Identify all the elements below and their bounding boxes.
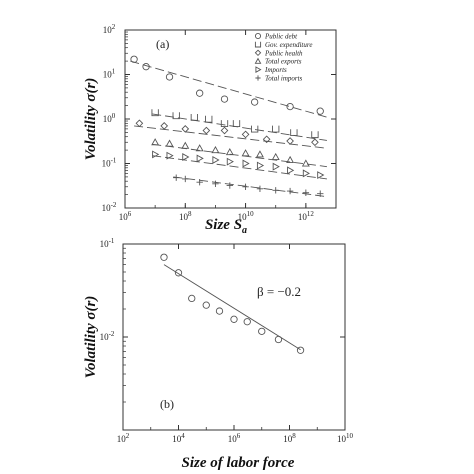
data-point-a-2 [287, 138, 293, 144]
data-point-a-1 [191, 114, 197, 120]
data-point-b-0 [275, 336, 281, 342]
data-point-a-1 [291, 129, 297, 135]
data-point-a-2 [221, 127, 227, 133]
x-tick-base: 10 [283, 434, 293, 444]
x-tick-exponent: 10 [246, 210, 254, 218]
chart-panel-b [83, 237, 354, 471]
data-point-a-0 [287, 103, 293, 109]
data-point-a-4 [273, 163, 279, 169]
data-point-a-4 [288, 167, 294, 173]
data-point-b-0 [231, 316, 237, 322]
x-tick-exponent: 2 [125, 432, 130, 440]
data-point-a-3 [152, 139, 158, 145]
y-tick-label-a [103, 112, 116, 124]
y-tick-base: 10 [99, 239, 109, 249]
data-point-a-3 [182, 143, 188, 149]
x-axis-title-a [205, 217, 247, 236]
data-point-a-5 [196, 179, 202, 185]
data-point-a-0 [251, 99, 257, 105]
legend-label-0: Public debt [265, 32, 298, 41]
data-point-a-5 [242, 184, 248, 190]
x-axis-title-b: Size of labor force [181, 455, 295, 471]
data-point-a-2 [161, 123, 167, 129]
x-tick-exponent: 4 [181, 432, 185, 440]
plot-area-frame-a [125, 30, 336, 208]
data-point-a-5 [303, 190, 309, 196]
plot-area-frame-b [123, 244, 345, 430]
y-axis-title-b: Volatility σ(r) [83, 295, 99, 379]
data-point-b-0 [297, 347, 303, 353]
legend-label-2: Public health [265, 49, 303, 58]
data-point-a-3 [212, 147, 218, 153]
data-point-a-2 [312, 139, 318, 145]
legend-label-1: Gov. expenditure [265, 40, 313, 49]
data-point-a-5 [257, 186, 263, 192]
data-point-b-0 [175, 270, 181, 276]
data-point-a-1 [221, 120, 227, 126]
y-tick-exponent: -2 [110, 201, 117, 209]
y-tick-label-a [103, 23, 116, 35]
y-tick-base: 10 [99, 332, 109, 342]
x-tick-base: 10 [227, 434, 237, 444]
fit-line-a-3 [152, 144, 327, 166]
fit-line-a-1 [152, 114, 327, 140]
data-point-a-5 [182, 176, 188, 182]
data-point-a-5 [173, 174, 179, 180]
y-tick-base: 10 [102, 114, 112, 124]
x-tick-base: 10 [297, 212, 307, 222]
x-tick-base: 10 [172, 434, 182, 444]
data-point-b-0 [203, 302, 209, 308]
x-tick-exponent: 6 [236, 432, 241, 440]
x-tick-base: 10 [118, 212, 128, 222]
panel-label-a: (a) [156, 37, 170, 51]
chart-panel-a [83, 23, 336, 236]
legend-marker-1 [255, 42, 260, 47]
legend-label-5: Total imports [265, 74, 303, 83]
data-point-a-0 [221, 96, 227, 102]
fit-line-a-5 [173, 177, 327, 197]
y-tick-exponent: -1 [108, 237, 115, 245]
fit-line-a-2 [134, 126, 327, 148]
y-tick-exponent: -2 [108, 330, 115, 338]
x-tick-label-b [117, 432, 130, 444]
legend-label-4: Imports [265, 66, 287, 75]
x-tick-label-a [298, 210, 315, 222]
fit-line-a-4 [152, 156, 327, 179]
x-tick-label-b [172, 432, 185, 444]
data-point-a-3 [257, 151, 263, 157]
y-axis-title-a: Volatility σ(r) [83, 77, 99, 161]
x-tick-label-a [119, 210, 132, 222]
x-tick-exponent: 10 [346, 432, 353, 440]
y-tick-label-a [102, 157, 117, 169]
data-point-a-5 [212, 181, 218, 187]
data-point-a-4 [197, 155, 203, 161]
data-point-a-0 [196, 90, 202, 96]
data-point-a-4 [257, 162, 263, 168]
data-point-b-0 [216, 308, 222, 314]
legend-marker-5 [255, 75, 260, 80]
y-tick-label-b [100, 330, 115, 342]
data-point-a-1 [273, 126, 279, 132]
x-tick-base: 10 [179, 212, 189, 222]
x-tick-base: 10 [337, 434, 346, 444]
data-point-a-0 [131, 56, 137, 62]
y-tick-label-b [100, 237, 115, 249]
data-point-b-0 [189, 295, 195, 301]
data-point-a-1 [251, 126, 257, 132]
beta-annotation: β = −0.2 [257, 284, 302, 299]
y-tick-base: 10 [101, 158, 111, 169]
y-tick-exponent: 2 [111, 23, 116, 31]
x-tick-label-b [337, 432, 354, 444]
legend-a [255, 33, 312, 83]
y-tick-exponent: 1 [111, 67, 116, 76]
legend-marker-3 [255, 59, 260, 64]
x-tick-exponent: 8 [188, 210, 192, 218]
x-tick-label-a [179, 210, 192, 222]
data-point-b-0 [244, 319, 250, 325]
data-point-a-3 [303, 160, 309, 166]
y-tick-base: 10 [102, 69, 112, 80]
data-point-b-0 [259, 328, 265, 334]
data-point-a-4 [227, 158, 233, 164]
x-tick-label-b [228, 432, 241, 444]
data-point-a-1 [206, 116, 212, 122]
data-point-a-4 [303, 170, 309, 176]
data-point-a-2 [203, 127, 209, 133]
legend-marker-0 [255, 33, 260, 38]
data-point-a-4 [183, 154, 189, 160]
data-point-a-4 [213, 157, 219, 163]
data-point-a-2 [182, 126, 188, 132]
x-axis-title-a-sub: a [242, 225, 248, 236]
data-point-a-4 [243, 160, 249, 166]
y-tick-exponent: 0 [111, 112, 116, 120]
x-tick-exponent: 8 [292, 432, 296, 440]
data-point-a-5 [287, 188, 293, 194]
data-point-b-0 [161, 254, 167, 260]
data-point-a-3 [166, 140, 172, 146]
y-tick-label-a [102, 201, 117, 213]
data-point-a-5 [273, 187, 279, 193]
data-point-a-1 [233, 120, 239, 126]
x-tick-base: 10 [237, 212, 247, 222]
y-tick-label-a [103, 68, 116, 80]
x-tick-base: 10 [116, 434, 126, 444]
y-tick-base: 10 [102, 25, 112, 35]
legend-marker-2 [255, 50, 260, 55]
y-tick-base: 10 [101, 203, 111, 213]
x-tick-label-b [283, 432, 296, 444]
data-point-a-1 [312, 131, 318, 137]
data-point-a-2 [242, 131, 248, 137]
data-point-a-5 [227, 182, 233, 188]
x-tick-exponent: 6 [127, 210, 132, 218]
data-point-a-4 [318, 172, 324, 178]
data-point-a-3 [273, 154, 279, 160]
data-point-a-0 [166, 74, 172, 80]
data-point-a-2 [136, 120, 142, 126]
data-point-a-0 [317, 108, 323, 114]
panel-label-b: (b) [160, 397, 174, 411]
x-axis-title-a-main: Size S [204, 217, 243, 233]
data-point-a-3 [242, 150, 248, 156]
legend-label-3: Total exports [265, 57, 302, 66]
y-tick-exponent: -1 [110, 156, 117, 165]
legend-marker-4 [256, 67, 261, 72]
fit-line-a-0 [130, 61, 327, 117]
x-tick-exponent: 12 [306, 210, 314, 218]
